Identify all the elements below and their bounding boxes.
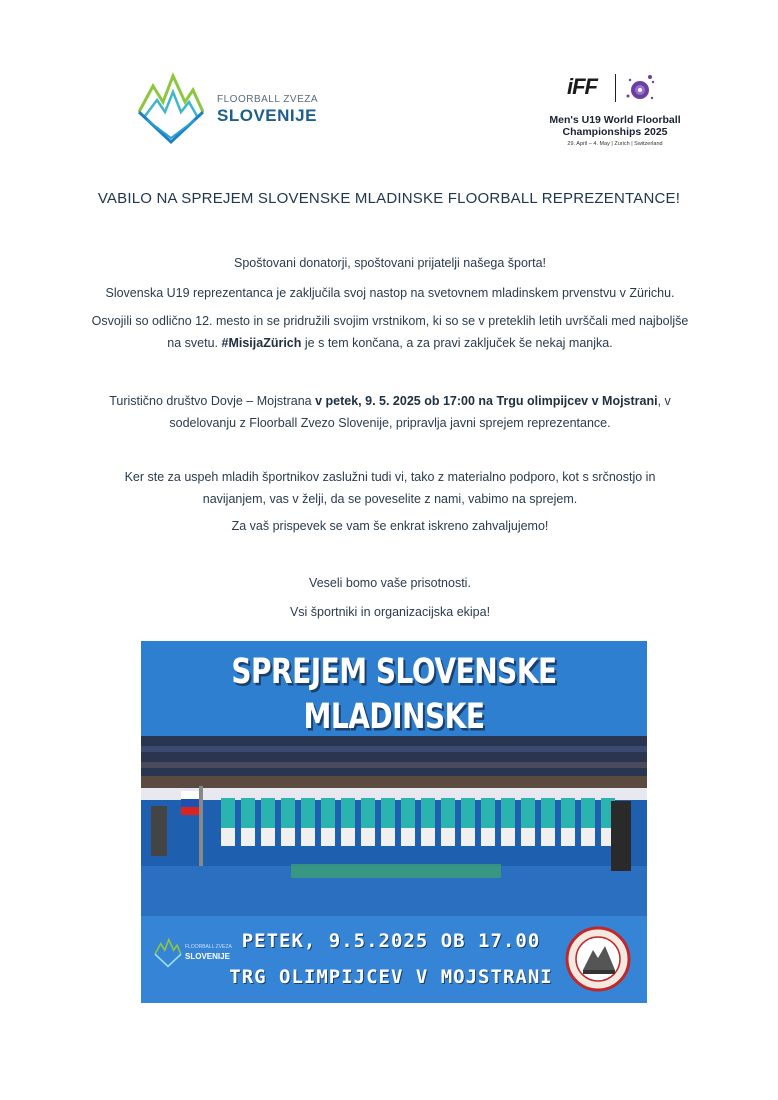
fzs-logo	[135, 72, 335, 146]
poster-fzs-small: FLOORBALL ZVEZA	[185, 944, 232, 950]
iff-dates: 29. April – 4. May | Zurich | Switzerland	[567, 141, 663, 147]
fzs-name-line1: FLOORBALL ZVEZA	[217, 94, 319, 105]
paragraph-3-tail: , v sodelovanju z Floorball Zvezo Slovenije, pripravlja javni sprejem reprezentance.	[169, 394, 671, 430]
event-poster	[141, 641, 647, 1003]
closing-line-2: Vsi športniki in organizacijska ekipa!	[289, 605, 491, 619]
logo-divider	[615, 74, 616, 102]
poster-date-line: PETEK, 9.5.2025 OB 17.00	[241, 930, 541, 952]
paragraph-3	[95, 390, 685, 434]
greeting: Spoštovani donatorji, spoštovani prijatelji našega športa!	[234, 256, 546, 270]
paragraph-2	[90, 310, 690, 354]
team-photo	[141, 736, 647, 916]
closing-line-1: Veseli bomo vaše prisotnosti.	[309, 576, 471, 590]
event-date-location: v petek, 9. 5. 2025 ob 17:00 na Trgu olimpijcev v Mojstrani	[315, 394, 658, 408]
iff-logo-block	[540, 70, 690, 160]
paragraph-4: Ker ste za uspeh mladih športnikov zaslužni tudi vi, tako z materialno podporo, kot s srčnostjo in navijanjem, vas v želji, da se poveselite z nami, vabimo na sprejem.	[124, 470, 656, 506]
poster-fzs-big: SLOVENIJE	[185, 952, 230, 961]
invitation-heading: VABILO NA SPREJEM SLOVENSKE MLADINSKE FLOORBALL REPREZENTANCE!	[97, 190, 681, 207]
paragraph-5: Za vaš prispevek se vam še enkrat iskreno zahvaljujemo!	[231, 519, 549, 533]
paragraph-3-organizer: Turistično društvo Dovje – Mojstrana	[109, 394, 312, 408]
hashtag: #MisijaZürich	[221, 336, 302, 350]
championship-emblem-icon	[624, 72, 656, 104]
paragraph-2-tail: je s tem končana, a za pravi zaključek še nekaj manjka.	[304, 336, 613, 350]
iff-title-line1: Men's U19 World Floorball	[549, 114, 681, 126]
paragraph-1: Slovenska U19 reprezentanca je zaključila svoj nastop na svetovnem mladinskem prvenstvu v Zürichu.	[105, 286, 675, 300]
iff-logo-text: iFF	[567, 74, 597, 99]
poster-place-line: TRG OLIMPIJCEV V MOJSTRANI	[229, 966, 553, 988]
fzs-name-line2: SLOVENIJE	[217, 106, 317, 125]
iff-title-line2: Championships 2025	[562, 126, 668, 138]
paragraph-2-text: Osvojili so odlično 12. mesto in se pridružili svojim vrstnikom, ki so se v preteklih letih uvrščali med najboljše na svetu.	[91, 314, 689, 350]
poster-footer	[141, 916, 647, 1003]
mountain-logo-icon	[135, 72, 207, 146]
mountain-logo-small-icon	[153, 938, 183, 968]
tourist-society-seal-icon	[565, 926, 631, 992]
poster-title-line1: SPREJEM SLOVENSKE MLADINSKE	[231, 650, 557, 737]
